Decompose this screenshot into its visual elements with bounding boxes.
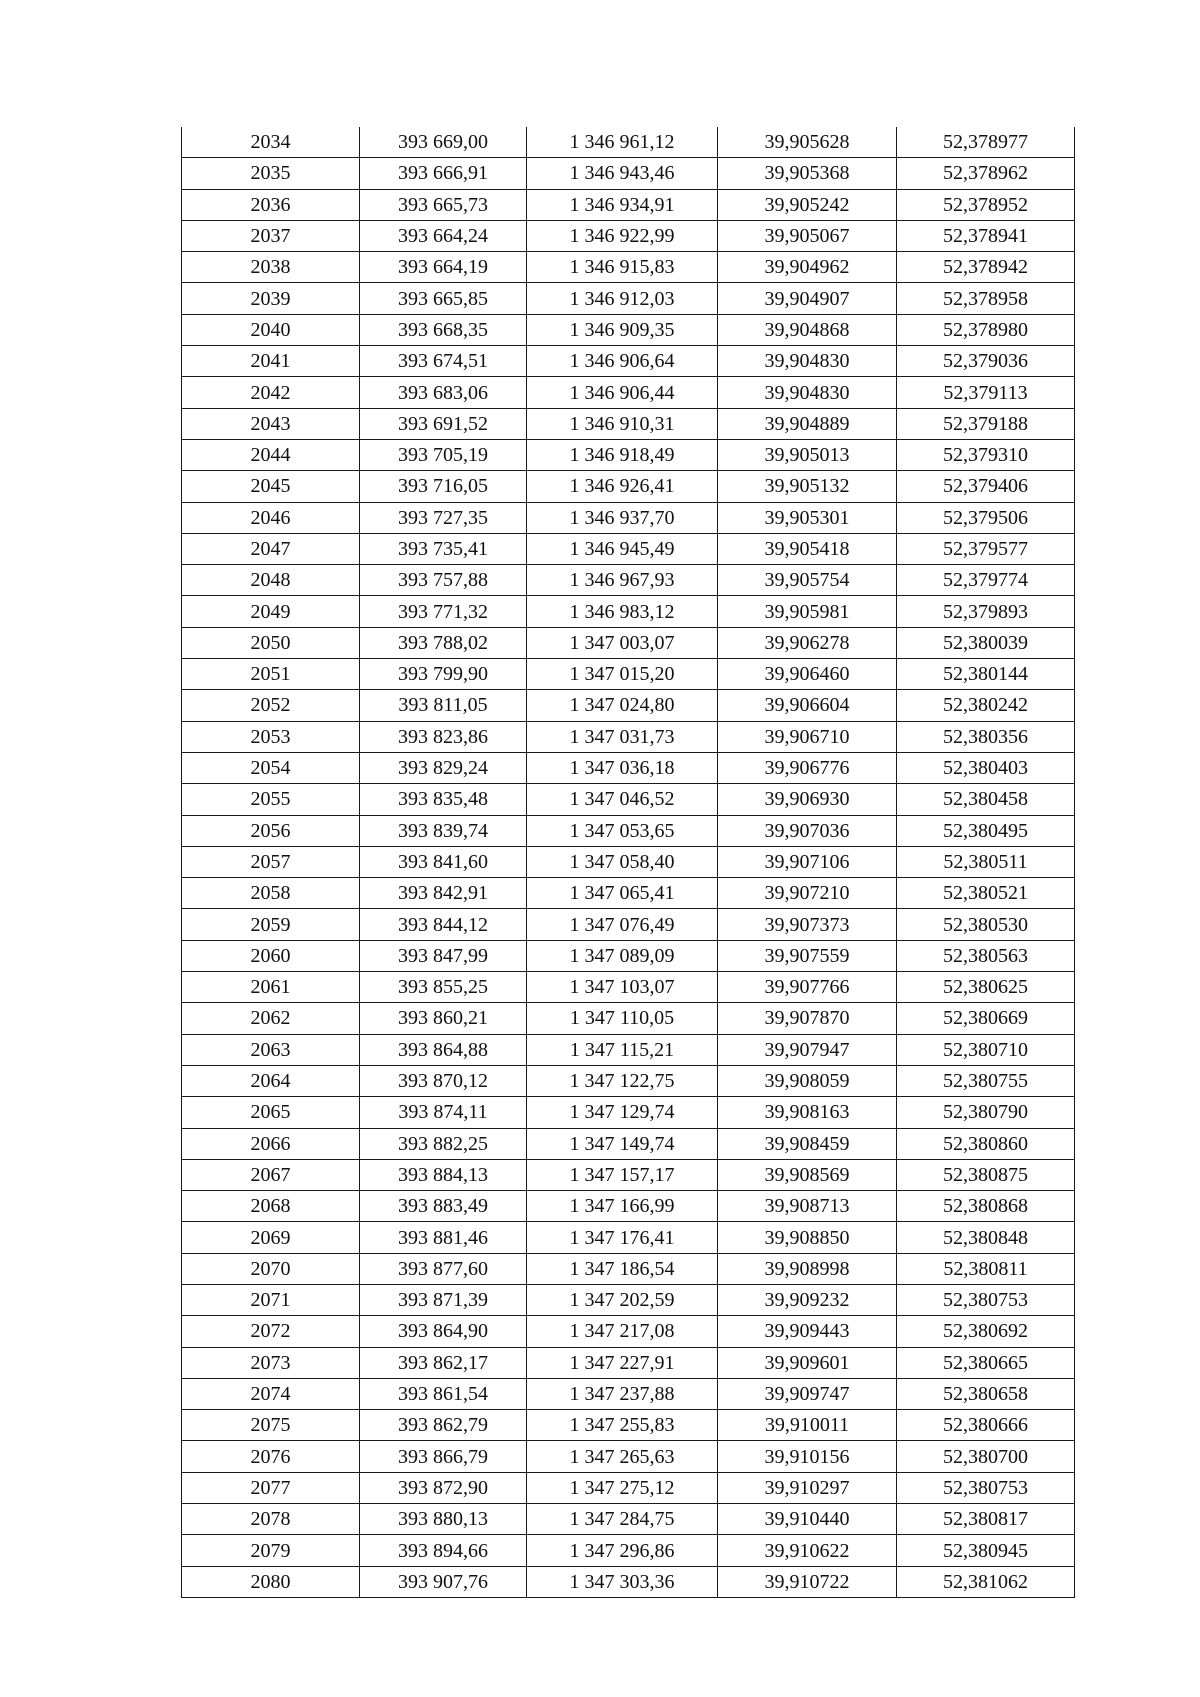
x-coordinate-cell: 393 664,24	[360, 220, 527, 251]
longitude-cell: 39,904889	[718, 408, 897, 439]
point-number-cell: 2055	[182, 784, 360, 815]
x-coordinate-cell: 393 874,11	[360, 1097, 527, 1128]
x-coordinate-cell: 393 771,32	[360, 596, 527, 627]
table-row	[182, 752, 1075, 783]
table-row	[182, 1159, 1075, 1190]
point-number-cell: 2058	[182, 878, 360, 909]
point-number-cell: 2064	[182, 1065, 360, 1096]
x-coordinate-cell: 393 877,60	[360, 1253, 527, 1284]
latitude-cell: 52,379310	[897, 439, 1075, 470]
table-row	[182, 565, 1075, 596]
latitude-cell: 52,381062	[897, 1566, 1075, 1597]
coordinates-table	[181, 127, 1075, 1598]
point-number-cell: 2042	[182, 377, 360, 408]
point-number-cell: 2053	[182, 721, 360, 752]
point-number-cell: 2034	[182, 127, 360, 158]
table-row	[182, 940, 1075, 971]
latitude-cell: 52,380521	[897, 878, 1075, 909]
table-row	[182, 1441, 1075, 1472]
point-number-cell: 2036	[182, 189, 360, 220]
x-coordinate-cell: 393 665,85	[360, 283, 527, 314]
table-row	[182, 1253, 1075, 1284]
point-number-cell: 2040	[182, 314, 360, 345]
table-row	[182, 1316, 1075, 1347]
y-coordinate-cell: 1 347 186,54	[527, 1253, 718, 1284]
latitude-cell: 52,380817	[897, 1504, 1075, 1535]
y-coordinate-cell: 1 347 015,20	[527, 659, 718, 690]
longitude-cell: 39,908850	[718, 1222, 897, 1253]
longitude-cell: 39,906460	[718, 659, 897, 690]
latitude-cell: 52,380495	[897, 815, 1075, 846]
point-number-cell: 2065	[182, 1097, 360, 1128]
point-number-cell: 2078	[182, 1504, 360, 1535]
y-coordinate-cell: 1 347 110,05	[527, 1003, 718, 1034]
longitude-cell: 39,910722	[718, 1566, 897, 1597]
longitude-cell: 39,905981	[718, 596, 897, 627]
longitude-cell: 39,904830	[718, 346, 897, 377]
y-coordinate-cell: 1 347 024,80	[527, 690, 718, 721]
table-row	[182, 252, 1075, 283]
latitude-cell: 52,379188	[897, 408, 1075, 439]
point-number-cell: 2061	[182, 972, 360, 1003]
latitude-cell: 52,380692	[897, 1316, 1075, 1347]
point-number-cell: 2066	[182, 1128, 360, 1159]
point-number-cell: 2062	[182, 1003, 360, 1034]
longitude-cell: 39,906930	[718, 784, 897, 815]
longitude-cell: 39,906710	[718, 721, 897, 752]
point-number-cell: 2051	[182, 659, 360, 690]
point-number-cell: 2049	[182, 596, 360, 627]
latitude-cell: 52,380753	[897, 1472, 1075, 1503]
latitude-cell: 52,380666	[897, 1410, 1075, 1441]
x-coordinate-cell: 393 907,76	[360, 1566, 527, 1597]
point-number-cell: 2041	[182, 346, 360, 377]
longitude-cell: 39,910622	[718, 1535, 897, 1566]
longitude-cell: 39,908713	[718, 1191, 897, 1222]
table-row	[182, 377, 1075, 408]
longitude-cell: 39,908059	[718, 1065, 897, 1096]
table-row	[182, 721, 1075, 752]
latitude-cell: 52,380700	[897, 1441, 1075, 1472]
x-coordinate-cell: 393 839,74	[360, 815, 527, 846]
y-coordinate-cell: 1 346 918,49	[527, 439, 718, 470]
longitude-cell: 39,908998	[718, 1253, 897, 1284]
longitude-cell: 39,905067	[718, 220, 897, 251]
latitude-cell: 52,379506	[897, 502, 1075, 533]
x-coordinate-cell: 393 811,05	[360, 690, 527, 721]
x-coordinate-cell: 393 894,66	[360, 1535, 527, 1566]
point-number-cell: 2063	[182, 1034, 360, 1065]
latitude-cell: 52,380563	[897, 940, 1075, 971]
y-coordinate-cell: 1 347 076,49	[527, 909, 718, 940]
longitude-cell: 39,910011	[718, 1410, 897, 1441]
table-row	[182, 283, 1075, 314]
x-coordinate-cell: 393 841,60	[360, 846, 527, 877]
point-number-cell: 2069	[182, 1222, 360, 1253]
y-coordinate-cell: 1 347 129,74	[527, 1097, 718, 1128]
point-number-cell: 2048	[182, 565, 360, 596]
latitude-cell: 52,379406	[897, 471, 1075, 502]
x-coordinate-cell: 393 883,49	[360, 1191, 527, 1222]
y-coordinate-cell: 1 347 089,09	[527, 940, 718, 971]
table-row	[182, 1034, 1075, 1065]
longitude-cell: 39,910156	[718, 1441, 897, 1472]
y-coordinate-cell: 1 346 926,41	[527, 471, 718, 502]
longitude-cell: 39,909443	[718, 1316, 897, 1347]
latitude-cell: 52,380242	[897, 690, 1075, 721]
y-coordinate-cell: 1 347 176,41	[527, 1222, 718, 1253]
latitude-cell: 52,380530	[897, 909, 1075, 940]
y-coordinate-cell: 1 347 003,07	[527, 627, 718, 658]
y-coordinate-cell: 1 347 053,65	[527, 815, 718, 846]
point-number-cell: 2068	[182, 1191, 360, 1222]
latitude-cell: 52,380875	[897, 1159, 1075, 1190]
longitude-cell: 39,906604	[718, 690, 897, 721]
table-row	[182, 346, 1075, 377]
table-row	[182, 878, 1075, 909]
point-number-cell: 2070	[182, 1253, 360, 1284]
y-coordinate-cell: 1 346 906,64	[527, 346, 718, 377]
table-row	[182, 220, 1075, 251]
table-row	[182, 189, 1075, 220]
table-row	[182, 1504, 1075, 1535]
y-coordinate-cell: 1 346 922,99	[527, 220, 718, 251]
x-coordinate-cell: 393 860,21	[360, 1003, 527, 1034]
x-coordinate-cell: 393 835,48	[360, 784, 527, 815]
table-row	[182, 690, 1075, 721]
y-coordinate-cell: 1 346 906,44	[527, 377, 718, 408]
y-coordinate-cell: 1 346 912,03	[527, 283, 718, 314]
y-coordinate-cell: 1 346 915,83	[527, 252, 718, 283]
point-number-cell: 2047	[182, 533, 360, 564]
longitude-cell: 39,910440	[718, 1504, 897, 1535]
latitude-cell: 52,378952	[897, 189, 1075, 220]
point-number-cell: 2035	[182, 158, 360, 189]
table-row	[182, 1378, 1075, 1409]
latitude-cell: 52,380755	[897, 1065, 1075, 1096]
point-number-cell: 2080	[182, 1566, 360, 1597]
table-row	[182, 314, 1075, 345]
y-coordinate-cell: 1 346 934,91	[527, 189, 718, 220]
latitude-cell: 52,380144	[897, 659, 1075, 690]
point-number-cell: 2073	[182, 1347, 360, 1378]
longitude-cell: 39,907947	[718, 1034, 897, 1065]
longitude-cell: 39,907559	[718, 940, 897, 971]
point-number-cell: 2037	[182, 220, 360, 251]
y-coordinate-cell: 1 347 166,99	[527, 1191, 718, 1222]
point-number-cell: 2059	[182, 909, 360, 940]
x-coordinate-cell: 393 884,13	[360, 1159, 527, 1190]
point-number-cell: 2079	[182, 1535, 360, 1566]
point-number-cell: 2077	[182, 1472, 360, 1503]
table-row	[182, 1065, 1075, 1096]
y-coordinate-cell: 1 346 943,46	[527, 158, 718, 189]
y-coordinate-cell: 1 346 967,93	[527, 565, 718, 596]
table-row	[182, 1347, 1075, 1378]
y-coordinate-cell: 1 346 961,12	[527, 127, 718, 158]
longitude-cell: 39,905628	[718, 127, 897, 158]
y-coordinate-cell: 1 346 937,70	[527, 502, 718, 533]
longitude-cell: 39,905368	[718, 158, 897, 189]
latitude-cell: 52,379113	[897, 377, 1075, 408]
point-number-cell: 2044	[182, 439, 360, 470]
point-number-cell: 2046	[182, 502, 360, 533]
latitude-cell: 52,379036	[897, 346, 1075, 377]
x-coordinate-cell: 393 683,06	[360, 377, 527, 408]
point-number-cell: 2056	[182, 815, 360, 846]
y-coordinate-cell: 1 347 058,40	[527, 846, 718, 877]
longitude-cell: 39,904830	[718, 377, 897, 408]
longitude-cell: 39,904962	[718, 252, 897, 283]
x-coordinate-cell: 393 669,00	[360, 127, 527, 158]
x-coordinate-cell: 393 716,05	[360, 471, 527, 502]
table-row	[182, 439, 1075, 470]
point-number-cell: 2072	[182, 1316, 360, 1347]
y-coordinate-cell: 1 346 983,12	[527, 596, 718, 627]
table-row	[182, 1097, 1075, 1128]
latitude-cell: 52,380860	[897, 1128, 1075, 1159]
x-coordinate-cell: 393 847,99	[360, 940, 527, 971]
point-number-cell: 2039	[182, 283, 360, 314]
longitude-cell: 39,908459	[718, 1128, 897, 1159]
point-number-cell: 2054	[182, 752, 360, 783]
latitude-cell: 52,378962	[897, 158, 1075, 189]
x-coordinate-cell: 393 829,24	[360, 752, 527, 783]
x-coordinate-cell: 393 735,41	[360, 533, 527, 564]
x-coordinate-cell: 393 799,90	[360, 659, 527, 690]
point-number-cell: 2038	[182, 252, 360, 283]
x-coordinate-cell: 393 665,73	[360, 189, 527, 220]
x-coordinate-cell: 393 788,02	[360, 627, 527, 658]
x-coordinate-cell: 393 842,91	[360, 878, 527, 909]
y-coordinate-cell: 1 347 065,41	[527, 878, 718, 909]
x-coordinate-cell: 393 862,17	[360, 1347, 527, 1378]
latitude-cell: 52,378980	[897, 314, 1075, 345]
table-row	[182, 1535, 1075, 1566]
y-coordinate-cell: 1 347 237,88	[527, 1378, 718, 1409]
table-row	[182, 627, 1075, 658]
table-row	[182, 158, 1075, 189]
y-coordinate-cell: 1 347 115,21	[527, 1034, 718, 1065]
latitude-cell: 52,378942	[897, 252, 1075, 283]
coordinates-table-body	[182, 127, 1075, 1597]
latitude-cell: 52,379577	[897, 533, 1075, 564]
latitude-cell: 52,378958	[897, 283, 1075, 314]
x-coordinate-cell: 393 864,90	[360, 1316, 527, 1347]
longitude-cell: 39,907373	[718, 909, 897, 940]
longitude-cell: 39,905132	[718, 471, 897, 502]
y-coordinate-cell: 1 347 284,75	[527, 1504, 718, 1535]
table-row	[182, 127, 1075, 158]
table-row	[182, 972, 1075, 1003]
point-number-cell: 2052	[182, 690, 360, 721]
point-number-cell: 2075	[182, 1410, 360, 1441]
longitude-cell: 39,909601	[718, 1347, 897, 1378]
table-row	[182, 533, 1075, 564]
latitude-cell: 52,380811	[897, 1253, 1075, 1284]
point-number-cell: 2060	[182, 940, 360, 971]
longitude-cell: 39,907210	[718, 878, 897, 909]
point-number-cell: 2074	[182, 1378, 360, 1409]
table-row	[182, 408, 1075, 439]
x-coordinate-cell: 393 864,88	[360, 1034, 527, 1065]
latitude-cell: 52,380356	[897, 721, 1075, 752]
y-coordinate-cell: 1 347 031,73	[527, 721, 718, 752]
table-row	[182, 1128, 1075, 1159]
table-row	[182, 784, 1075, 815]
point-number-cell: 2043	[182, 408, 360, 439]
x-coordinate-cell: 393 666,91	[360, 158, 527, 189]
table-row	[182, 909, 1075, 940]
y-coordinate-cell: 1 347 157,17	[527, 1159, 718, 1190]
x-coordinate-cell: 393 872,90	[360, 1472, 527, 1503]
longitude-cell: 39,906776	[718, 752, 897, 783]
x-coordinate-cell: 393 844,12	[360, 909, 527, 940]
x-coordinate-cell: 393 757,88	[360, 565, 527, 596]
table-row	[182, 846, 1075, 877]
table-row	[182, 1191, 1075, 1222]
y-coordinate-cell: 1 347 202,59	[527, 1284, 718, 1315]
point-number-cell: 2057	[182, 846, 360, 877]
latitude-cell: 52,380658	[897, 1378, 1075, 1409]
latitude-cell: 52,380039	[897, 627, 1075, 658]
latitude-cell: 52,380753	[897, 1284, 1075, 1315]
table-row	[182, 1566, 1075, 1597]
longitude-cell: 39,910297	[718, 1472, 897, 1503]
longitude-cell: 39,907106	[718, 846, 897, 877]
table-row	[182, 1003, 1075, 1034]
longitude-cell: 39,905418	[718, 533, 897, 564]
latitude-cell: 52,379774	[897, 565, 1075, 596]
x-coordinate-cell: 393 727,35	[360, 502, 527, 533]
latitude-cell: 52,378977	[897, 127, 1075, 158]
longitude-cell: 39,906278	[718, 627, 897, 658]
x-coordinate-cell: 393 870,12	[360, 1065, 527, 1096]
longitude-cell: 39,905754	[718, 565, 897, 596]
longitude-cell: 39,904868	[718, 314, 897, 345]
y-coordinate-cell: 1 346 910,31	[527, 408, 718, 439]
y-coordinate-cell: 1 347 255,83	[527, 1410, 718, 1441]
x-coordinate-cell: 393 862,79	[360, 1410, 527, 1441]
latitude-cell: 52,380625	[897, 972, 1075, 1003]
latitude-cell: 52,380511	[897, 846, 1075, 877]
y-coordinate-cell: 1 347 103,07	[527, 972, 718, 1003]
longitude-cell: 39,909747	[718, 1378, 897, 1409]
latitude-cell: 52,380458	[897, 784, 1075, 815]
y-coordinate-cell: 1 347 227,91	[527, 1347, 718, 1378]
point-number-cell: 2050	[182, 627, 360, 658]
latitude-cell: 52,380669	[897, 1003, 1075, 1034]
table-row	[182, 502, 1075, 533]
y-coordinate-cell: 1 346 945,49	[527, 533, 718, 564]
longitude-cell: 39,909232	[718, 1284, 897, 1315]
point-number-cell: 2071	[182, 1284, 360, 1315]
table-row	[182, 1472, 1075, 1503]
x-coordinate-cell: 393 823,86	[360, 721, 527, 752]
x-coordinate-cell: 393 668,35	[360, 314, 527, 345]
y-coordinate-cell: 1 347 275,12	[527, 1472, 718, 1503]
latitude-cell: 52,380848	[897, 1222, 1075, 1253]
latitude-cell: 52,380710	[897, 1034, 1075, 1065]
y-coordinate-cell: 1 347 036,18	[527, 752, 718, 783]
latitude-cell: 52,380790	[897, 1097, 1075, 1128]
longitude-cell: 39,904907	[718, 283, 897, 314]
y-coordinate-cell: 1 347 265,63	[527, 1441, 718, 1472]
y-coordinate-cell: 1 347 122,75	[527, 1065, 718, 1096]
point-number-cell: 2045	[182, 471, 360, 502]
table-row	[182, 815, 1075, 846]
latitude-cell: 52,379893	[897, 596, 1075, 627]
y-coordinate-cell: 1 347 217,08	[527, 1316, 718, 1347]
table-row	[182, 1410, 1075, 1441]
latitude-cell: 52,380945	[897, 1535, 1075, 1566]
longitude-cell: 39,905301	[718, 502, 897, 533]
table-row	[182, 596, 1075, 627]
point-number-cell: 2076	[182, 1441, 360, 1472]
x-coordinate-cell: 393 882,25	[360, 1128, 527, 1159]
latitude-cell: 52,378941	[897, 220, 1075, 251]
table-row	[182, 471, 1075, 502]
latitude-cell: 52,380665	[897, 1347, 1075, 1378]
longitude-cell: 39,907036	[718, 815, 897, 846]
x-coordinate-cell: 393 881,46	[360, 1222, 527, 1253]
x-coordinate-cell: 393 880,13	[360, 1504, 527, 1535]
x-coordinate-cell: 393 664,19	[360, 252, 527, 283]
y-coordinate-cell: 1 347 303,36	[527, 1566, 718, 1597]
longitude-cell: 39,907870	[718, 1003, 897, 1034]
longitude-cell: 39,908163	[718, 1097, 897, 1128]
table-row	[182, 659, 1075, 690]
latitude-cell: 52,380868	[897, 1191, 1075, 1222]
y-coordinate-cell: 1 347 149,74	[527, 1128, 718, 1159]
x-coordinate-cell: 393 866,79	[360, 1441, 527, 1472]
longitude-cell: 39,905013	[718, 439, 897, 470]
table-row	[182, 1284, 1075, 1315]
y-coordinate-cell: 1 347 296,86	[527, 1535, 718, 1566]
point-number-cell: 2067	[182, 1159, 360, 1190]
latitude-cell: 52,380403	[897, 752, 1075, 783]
longitude-cell: 39,907766	[718, 972, 897, 1003]
table-row	[182, 1222, 1075, 1253]
x-coordinate-cell: 393 871,39	[360, 1284, 527, 1315]
x-coordinate-cell: 393 691,52	[360, 408, 527, 439]
x-coordinate-cell: 393 855,25	[360, 972, 527, 1003]
x-coordinate-cell: 393 705,19	[360, 439, 527, 470]
longitude-cell: 39,905242	[718, 189, 897, 220]
y-coordinate-cell: 1 346 909,35	[527, 314, 718, 345]
longitude-cell: 39,908569	[718, 1159, 897, 1190]
x-coordinate-cell: 393 861,54	[360, 1378, 527, 1409]
y-coordinate-cell: 1 347 046,52	[527, 784, 718, 815]
x-coordinate-cell: 393 674,51	[360, 346, 527, 377]
